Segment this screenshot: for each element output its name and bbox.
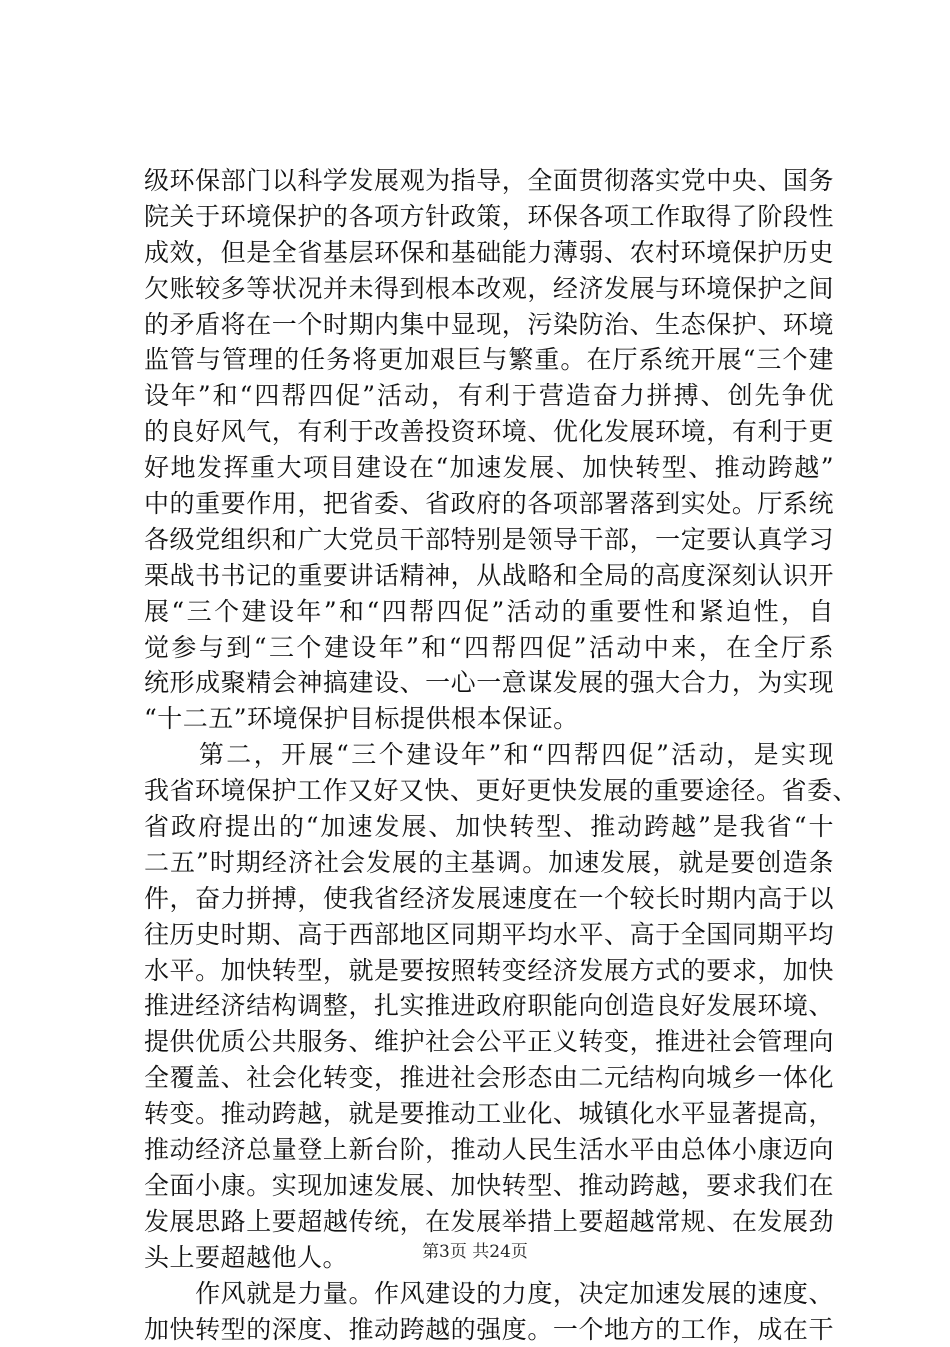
text-line: 转变。推动跨越，就是要推动工业化、城镇化水平显著提高，	[144, 1096, 834, 1132]
text-line: 第二，开展“三个建设年”和“四帮四促”活动，是实现	[144, 737, 834, 773]
text-line: 往历史时期、高于西部地区同期平均水平、高于全国同期平均	[144, 917, 834, 953]
text-line: 头上要超越他人。	[144, 1240, 834, 1276]
text-line: 二五”时期经济社会发展的主基调。加速发展，就是要创造条	[144, 845, 834, 881]
text-line: 全覆盖、社会化转变，推进社会形态由二元结构向城乡一体化	[144, 1060, 834, 1096]
text-line: 栗战书书记的重要讲话精神，从战略和全局的高度深刻认识开	[144, 558, 834, 594]
text-line: 展“三个建设年”和“四帮四促”活动的重要性和紧迫性，自	[144, 594, 834, 630]
text-line: 我省环境保护工作又好又快、更好更快发展的重要途径。省委、	[144, 773, 834, 809]
body-text	[144, 163, 834, 1347]
text-line: 推动经济总量登上新台阶，推动人民生活水平由总体小康迈向	[144, 1132, 834, 1168]
text-line: 设年”和“四帮四促”活动，有利于营造奋力拼搏、创先争优	[144, 378, 834, 414]
text-line: 觉参与到“三个建设年”和“四帮四促”活动中来，在全厅系	[144, 630, 834, 666]
text-line: 水平。加快转型，就是要按照转变经济发展方式的要求，加快	[144, 953, 834, 989]
text-line: 好地发挥重大项目建设在“加速发展、加快转型、推动跨越”	[144, 450, 834, 486]
text-line: 的良好风气，有利于改善投资环境、优化发展环境，有利于更	[144, 414, 834, 450]
text-line: 院关于环境保护的各项方针政策，环保各项工作取得了阶段性	[144, 199, 834, 235]
text-line: 统形成聚精会神搞建设、一心一意谋发展的强大合力，为实现	[144, 665, 834, 701]
text-line: 监管与管理的任务将更加艰巨与繁重。在厅系统开展“三个建	[144, 342, 834, 378]
text-line: 发展思路上要超越传统，在发展举措上要超越常规、在发展劲	[144, 1204, 834, 1240]
text-line: 省政府提出的“加速发展、加快转型、推动跨越”是我省“十	[144, 809, 834, 845]
text-line: 中的重要作用，把省委、省政府的各项部署落到实处。厅系统	[144, 486, 834, 522]
text-line: 作风就是力量。作风建设的力度，决定加速发展的速度、	[144, 1276, 834, 1312]
text-line: 推进经济结构调整，扎实推进政府职能向创造良好发展环境、	[144, 988, 834, 1024]
text-line: 全面小康。实现加速发展、加快转型、推动跨越，要求我们在	[144, 1168, 834, 1204]
text-line: 的矛盾将在一个时期内集中显现，污染防治、生态保护、环境	[144, 307, 834, 343]
page-number-footer: 第3页 共24页	[0, 1241, 950, 1263]
text-line: 成效，但是全省基层环保和基础能力薄弱、农村环境保护历史	[144, 235, 834, 271]
text-line: 级环保部门以科学发展观为指导，全面贯彻落实党中央、国务	[144, 163, 834, 199]
text-line: 欠账较多等状况并未得到根本改观，经济发展与环境保护之间	[144, 271, 834, 307]
text-line: “十二五”环境保护目标提供根本保证。	[144, 701, 834, 737]
text-line: 件，奋力拼搏，使我省经济发展速度在一个较长时期内高于以	[144, 881, 834, 917]
text-line: 加快转型的深度、推动跨越的强度。一个地方的工作，成在干	[144, 1312, 834, 1347]
text-line: 各级党组织和广大党员干部特别是领导干部，一定要认真学习	[144, 522, 834, 558]
text-line: 提供优质公共服务、维护社会公平正义转变，推进社会管理向	[144, 1024, 834, 1060]
